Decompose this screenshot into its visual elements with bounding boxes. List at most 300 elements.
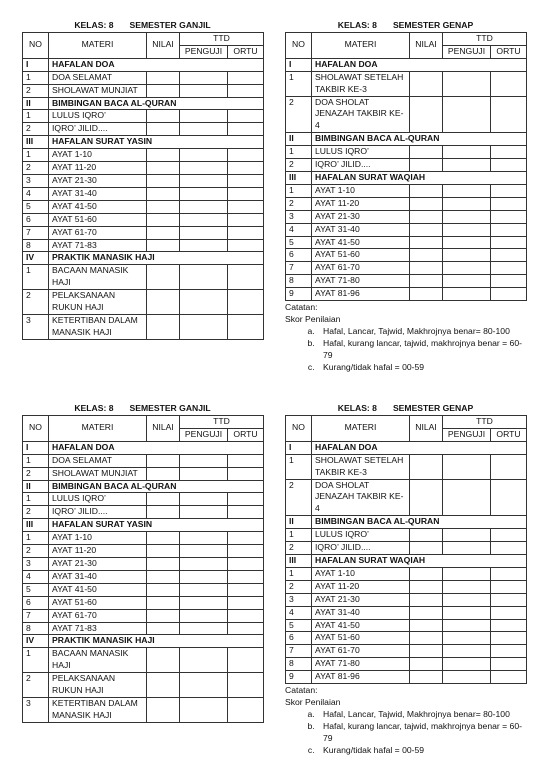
col-nilai: NILAI <box>410 33 443 59</box>
materi-cell: AYAT 71-80 <box>312 275 410 288</box>
penguji-cell[interactable] <box>180 557 228 570</box>
materi-cell: DOA SELAMAT <box>49 454 147 467</box>
table-row <box>286 619 527 632</box>
nilai-cell[interactable] <box>410 275 443 288</box>
row-number: 7 <box>23 609 49 622</box>
ortu-cell[interactable] <box>228 174 264 187</box>
penguji-cell[interactable] <box>443 210 491 223</box>
nilai-cell[interactable] <box>410 71 443 96</box>
ortu-cell[interactable] <box>228 290 264 315</box>
ortu-cell[interactable] <box>491 184 527 197</box>
penguji-cell[interactable] <box>443 567 491 580</box>
materi-cell: AYAT 11-20 <box>49 162 147 175</box>
ortu-cell[interactable] <box>228 557 264 570</box>
table-row <box>23 162 264 175</box>
nilai-cell[interactable] <box>410 146 443 159</box>
ortu-cell[interactable] <box>228 622 264 635</box>
ortu-cell[interactable] <box>228 84 264 97</box>
table-row <box>23 697 264 722</box>
ortu-cell[interactable] <box>228 467 264 480</box>
nilai-cell[interactable] <box>410 593 443 606</box>
materi-cell: AYAT 1-10 <box>49 532 147 545</box>
row-number: 8 <box>23 622 49 635</box>
ortu-cell[interactable] <box>228 673 264 698</box>
nilai-cell[interactable] <box>147 123 180 136</box>
penguji-cell[interactable] <box>180 532 228 545</box>
penguji-cell[interactable] <box>180 454 228 467</box>
penguji-cell[interactable] <box>180 174 228 187</box>
table-row <box>286 593 527 606</box>
penguji-cell[interactable] <box>443 275 491 288</box>
row-number: III <box>23 519 49 532</box>
penguji-cell[interactable] <box>180 493 228 506</box>
header-row <box>23 416 264 429</box>
table-row <box>23 467 264 480</box>
penguji-cell[interactable] <box>180 110 228 123</box>
section-row <box>23 136 264 149</box>
ortu-cell[interactable] <box>491 223 527 236</box>
ortu-cell[interactable] <box>491 606 527 619</box>
nilai-cell[interactable] <box>147 162 180 175</box>
penguji-cell[interactable] <box>180 290 228 315</box>
ganjil-card-bottom <box>22 401 263 723</box>
nilai-cell[interactable] <box>410 184 443 197</box>
nilai-cell[interactable] <box>147 314 180 339</box>
ortu-cell[interactable] <box>491 210 527 223</box>
card-title <box>285 401 526 415</box>
penguji-cell[interactable] <box>443 96 491 133</box>
nilai-cell[interactable] <box>147 673 180 698</box>
penguji-cell[interactable] <box>180 545 228 558</box>
nilai-cell[interactable] <box>147 226 180 239</box>
nilai-cell[interactable] <box>410 96 443 133</box>
penguji-cell[interactable] <box>443 184 491 197</box>
section-row <box>23 97 264 110</box>
penguji-cell[interactable] <box>180 187 228 200</box>
table-row <box>23 290 264 315</box>
nilai-cell[interactable] <box>147 110 180 123</box>
nilai-cell[interactable] <box>410 197 443 210</box>
penguji-cell[interactable] <box>180 265 228 290</box>
ortu-cell[interactable] <box>491 529 527 542</box>
penguji-cell[interactable] <box>443 479 491 516</box>
penguji-cell[interactable] <box>443 619 491 632</box>
ortu-cell[interactable] <box>491 645 527 658</box>
ortu-cell[interactable] <box>228 596 264 609</box>
penguji-cell[interactable] <box>443 262 491 275</box>
semester-label: SEMESTER GENAP <box>392 20 474 30</box>
section-row <box>286 133 527 146</box>
penguji-cell[interactable] <box>443 529 491 542</box>
table-row <box>23 314 264 339</box>
nilai-cell[interactable] <box>147 213 180 226</box>
penguji-cell[interactable] <box>180 149 228 162</box>
materi-cell: AYAT 61-70 <box>312 645 410 658</box>
row-number: 3 <box>23 314 49 339</box>
penguji-cell[interactable] <box>443 580 491 593</box>
table-row <box>23 609 264 622</box>
col-ttd: TTD <box>180 416 264 429</box>
penguji-cell[interactable] <box>443 146 491 159</box>
nilai-cell[interactable] <box>147 239 180 252</box>
materi-cell: AYAT 31-40 <box>49 570 147 583</box>
penguji-cell[interactable] <box>180 673 228 698</box>
materi-cell: AYAT 31-40 <box>312 606 410 619</box>
penguji-cell[interactable] <box>443 632 491 645</box>
penguji-cell[interactable] <box>180 200 228 213</box>
table-row <box>286 645 527 658</box>
materi-cell: LULUS IQRO’ <box>312 529 410 542</box>
table-row <box>286 529 527 542</box>
section-title: BIMBINGAN BACA AL-QURAN <box>312 133 527 146</box>
section-title: BIMBINGAN BACA AL-QURAN <box>49 97 264 110</box>
materi-cell: AYAT 51-60 <box>49 213 147 226</box>
ortu-cell[interactable] <box>228 265 264 290</box>
ortu-cell[interactable] <box>228 226 264 239</box>
ortu-cell[interactable] <box>491 593 527 606</box>
table-row <box>23 213 264 226</box>
row-number: 2 <box>23 545 49 558</box>
section-row <box>23 635 264 648</box>
penguji-cell[interactable] <box>180 583 228 596</box>
penguji-cell[interactable] <box>180 648 228 673</box>
penguji-cell[interactable] <box>180 622 228 635</box>
materi-cell: AYAT 1-10 <box>312 567 410 580</box>
penguji-cell[interactable] <box>443 658 491 671</box>
col-penguji: PENGUJI <box>180 45 228 58</box>
section-title: HAFALAN DOA <box>312 58 527 71</box>
ortu-cell[interactable] <box>228 532 264 545</box>
row-number: I <box>23 58 49 71</box>
penguji-cell[interactable] <box>443 593 491 606</box>
row-number: 2 <box>23 162 49 175</box>
section-title: HAFALAN DOA <box>49 58 264 71</box>
nilai-cell[interactable] <box>147 570 180 583</box>
ortu-cell[interactable] <box>491 454 527 479</box>
nilai-cell[interactable] <box>147 467 180 480</box>
penguji-cell[interactable] <box>180 609 228 622</box>
nilai-cell[interactable] <box>410 288 443 301</box>
table-row <box>286 159 527 172</box>
materi-cell: SHOLAWAT SETELAH TAKBIR KE-3 <box>312 454 410 479</box>
nilai-cell[interactable] <box>410 529 443 542</box>
scoring-item: a. Hafal, Lancar, Tajwid, Makhrojnya benar= 80-100 <box>317 709 526 721</box>
materi-cell: AYAT 61-70 <box>49 226 147 239</box>
ortu-cell[interactable] <box>228 187 264 200</box>
nilai-cell[interactable] <box>147 609 180 622</box>
row-number: 1 <box>286 529 312 542</box>
nilai-cell[interactable] <box>147 71 180 84</box>
penguji-cell[interactable] <box>180 314 228 339</box>
ortu-cell[interactable] <box>228 71 264 84</box>
penguji-cell[interactable] <box>180 71 228 84</box>
ortu-cell[interactable] <box>491 159 527 172</box>
penguji-cell[interactable] <box>180 123 228 136</box>
header-row <box>286 33 527 46</box>
col-ortu: ORTU <box>491 45 527 58</box>
nilai-cell[interactable] <box>147 493 180 506</box>
col-no: NO <box>23 416 49 442</box>
col-penguji: PENGUJI <box>180 428 228 441</box>
nilai-cell[interactable] <box>410 262 443 275</box>
materi-cell: SHOLAWAT MUNJIAT <box>49 467 147 480</box>
nilai-cell[interactable] <box>410 580 443 593</box>
ortu-cell[interactable] <box>491 632 527 645</box>
nilai-cell[interactable] <box>147 187 180 200</box>
nilai-cell[interactable] <box>410 542 443 555</box>
evaluation-table <box>285 415 527 684</box>
ortu-cell[interactable] <box>228 200 264 213</box>
row-number: 2 <box>286 580 312 593</box>
ortu-cell[interactable] <box>228 648 264 673</box>
nilai-cell[interactable] <box>410 210 443 223</box>
row-number: II <box>23 97 49 110</box>
ortu-cell[interactable] <box>228 609 264 622</box>
ortu-cell[interactable] <box>491 236 527 249</box>
penguji-cell[interactable] <box>443 159 491 172</box>
table-row <box>286 146 527 159</box>
materi-cell: AYAT 61-70 <box>312 262 410 275</box>
ortu-cell[interactable] <box>491 146 527 159</box>
ortu-cell[interactable] <box>228 213 264 226</box>
section-row <box>23 58 264 71</box>
materi-cell: AYAT 71-83 <box>49 622 147 635</box>
ortu-cell[interactable] <box>491 671 527 684</box>
ortu-cell[interactable] <box>228 570 264 583</box>
penguji-cell[interactable] <box>180 84 228 97</box>
nilai-cell[interactable] <box>147 265 180 290</box>
penguji-cell[interactable] <box>443 223 491 236</box>
ortu-cell[interactable] <box>228 123 264 136</box>
scoring-title: Skor Penilaian <box>285 313 341 324</box>
table-row <box>286 479 527 516</box>
row-number: 2 <box>23 290 49 315</box>
ortu-cell[interactable] <box>491 619 527 632</box>
ortu-cell[interactable] <box>228 545 264 558</box>
materi-cell: AYAT 21-30 <box>312 593 410 606</box>
evaluation-table <box>22 32 264 340</box>
row-number: 3 <box>23 557 49 570</box>
penguji-cell[interactable] <box>180 239 228 252</box>
section-title: HAFALAN SURAT WAQIAH <box>312 171 527 184</box>
penguji-cell[interactable] <box>180 226 228 239</box>
materi-cell: AYAT 11-20 <box>312 580 410 593</box>
row-number: 3 <box>286 593 312 606</box>
kelas-label: KELAS: 8 <box>337 20 377 30</box>
nilai-cell[interactable] <box>410 223 443 236</box>
scoring-item: c. Kurang/tidak hafal = 00-59 <box>317 745 526 757</box>
row-number: 4 <box>286 223 312 236</box>
section-title: HAFALAN SURAT YASIN <box>49 519 264 532</box>
scoring-item: b. Hafal, kurang lancar, tajwid, makhrojnya benar = 60-79 <box>317 338 526 362</box>
nilai-cell[interactable] <box>410 454 443 479</box>
notes-label: Catatan: <box>285 685 318 696</box>
col-ttd: TTD <box>443 416 527 429</box>
nilai-cell[interactable] <box>410 671 443 684</box>
ortu-cell[interactable] <box>491 71 527 96</box>
materi-cell: IQRO’ JILID.... <box>312 159 410 172</box>
materi-cell: AYAT 81-96 <box>312 671 410 684</box>
materi-cell: LULUS IQRO’ <box>312 146 410 159</box>
nilai-cell[interactable] <box>147 149 180 162</box>
kelas-label: KELAS: 8 <box>74 20 114 30</box>
ortu-cell[interactable] <box>491 275 527 288</box>
penguji-cell[interactable] <box>443 645 491 658</box>
row-number: 2 <box>23 123 49 136</box>
row-number: 1 <box>23 648 49 673</box>
table-row <box>23 226 264 239</box>
row-number: 2 <box>286 197 312 210</box>
ortu-cell[interactable] <box>228 697 264 722</box>
penguji-cell[interactable] <box>443 197 491 210</box>
ortu-cell[interactable] <box>228 162 264 175</box>
ortu-cell[interactable] <box>491 96 527 133</box>
materi-cell: PELAKSANAAN RUKUN HAJI <box>49 673 147 698</box>
row-number: 3 <box>23 174 49 187</box>
nilai-cell[interactable] <box>147 557 180 570</box>
ortu-cell[interactable] <box>491 249 527 262</box>
materi-cell: IQRO’ JILID.... <box>49 506 147 519</box>
nilai-cell[interactable] <box>147 84 180 97</box>
penguji-cell[interactable] <box>180 570 228 583</box>
row-number: 7 <box>23 226 49 239</box>
penguji-cell[interactable] <box>180 213 228 226</box>
row-number: 7 <box>286 645 312 658</box>
materi-cell: AYAT 21-30 <box>49 174 147 187</box>
ortu-cell[interactable] <box>228 454 264 467</box>
ortu-cell[interactable] <box>228 149 264 162</box>
ortu-cell[interactable] <box>228 314 264 339</box>
col-nilai: NILAI <box>147 33 180 59</box>
section-row <box>286 554 527 567</box>
materi-cell: AYAT 41-50 <box>49 583 147 596</box>
scoring-item: a. Hafal, Lancar, Tajwid, Makhrojnya benar= 80-100 <box>317 326 526 338</box>
row-number: III <box>286 171 312 184</box>
col-materi: MATERI <box>312 416 410 442</box>
nilai-cell[interactable] <box>410 567 443 580</box>
col-ttd: TTD <box>443 33 527 46</box>
col-no: NO <box>286 416 312 442</box>
penguji-cell[interactable] <box>443 249 491 262</box>
nilai-cell[interactable] <box>410 606 443 619</box>
row-number: IV <box>23 635 49 648</box>
nilai-cell[interactable] <box>147 583 180 596</box>
nilai-cell[interactable] <box>147 506 180 519</box>
row-number: 6 <box>23 213 49 226</box>
penguji-cell[interactable] <box>180 467 228 480</box>
penguji-cell[interactable] <box>443 454 491 479</box>
nilai-cell[interactable] <box>147 648 180 673</box>
ortu-cell[interactable] <box>491 479 527 516</box>
section-row <box>286 171 527 184</box>
section-title: HAFALAN DOA <box>49 441 264 454</box>
nilai-cell[interactable] <box>410 658 443 671</box>
nilai-cell[interactable] <box>147 545 180 558</box>
nilai-cell[interactable] <box>410 249 443 262</box>
penguji-cell[interactable] <box>180 162 228 175</box>
row-number: 1 <box>286 71 312 96</box>
ortu-cell[interactable] <box>228 583 264 596</box>
penguji-cell[interactable] <box>443 71 491 96</box>
ortu-cell[interactable] <box>491 580 527 593</box>
nilai-cell[interactable] <box>147 174 180 187</box>
card-title <box>285 18 526 32</box>
penguji-cell[interactable] <box>180 506 228 519</box>
ortu-cell[interactable] <box>491 197 527 210</box>
nilai-cell[interactable] <box>147 290 180 315</box>
materi-cell: AYAT 41-50 <box>312 236 410 249</box>
table-row <box>23 493 264 506</box>
row-number: 1 <box>23 532 49 545</box>
nilai-cell[interactable] <box>410 645 443 658</box>
materi-cell: AYAT 1-10 <box>49 149 147 162</box>
kelas-label: KELAS: 8 <box>74 403 114 413</box>
nilai-cell[interactable] <box>410 236 443 249</box>
ganjil-card-top <box>22 18 263 340</box>
table-row <box>286 262 527 275</box>
scoring-title: Skor Penilaian <box>285 696 341 707</box>
materi-cell: DOA SHOLAT JENAZAH TAKBIR KE-4 <box>312 96 410 133</box>
penguji-cell[interactable] <box>443 542 491 555</box>
row-number: 1 <box>23 149 49 162</box>
materi-cell: AYAT 21-30 <box>49 557 147 570</box>
nilai-cell[interactable] <box>147 596 180 609</box>
ortu-cell[interactable] <box>491 542 527 555</box>
ortu-cell[interactable] <box>228 110 264 123</box>
materi-cell: KETERTIBAN DALAM MANASIK HAJI <box>49 314 147 339</box>
penguji-cell[interactable] <box>443 606 491 619</box>
nilai-cell[interactable] <box>147 200 180 213</box>
table-row <box>286 454 527 479</box>
penguji-cell[interactable] <box>443 671 491 684</box>
nilai-cell[interactable] <box>147 532 180 545</box>
row-number: II <box>286 133 312 146</box>
ortu-cell[interactable] <box>491 288 527 301</box>
nilai-cell[interactable] <box>147 454 180 467</box>
penguji-cell[interactable] <box>443 236 491 249</box>
penguji-cell[interactable] <box>443 288 491 301</box>
nilai-cell[interactable] <box>147 622 180 635</box>
nilai-cell[interactable] <box>147 697 180 722</box>
materi-cell: AYAT 51-60 <box>312 249 410 262</box>
row-number: 9 <box>286 671 312 684</box>
col-ortu: ORTU <box>491 428 527 441</box>
ortu-cell[interactable] <box>491 567 527 580</box>
ortu-cell[interactable] <box>228 493 264 506</box>
nilai-cell[interactable] <box>410 632 443 645</box>
scoring-item: c. Kurang/tidak hafal = 00-59 <box>317 362 526 374</box>
table-row <box>286 606 527 619</box>
table-row <box>23 110 264 123</box>
materi-cell: AYAT 11-20 <box>312 197 410 210</box>
ortu-cell[interactable] <box>491 262 527 275</box>
nilai-cell[interactable] <box>410 619 443 632</box>
row-number: 8 <box>286 658 312 671</box>
col-materi: MATERI <box>49 416 147 442</box>
table-row <box>23 506 264 519</box>
ortu-cell[interactable] <box>228 506 264 519</box>
ortu-cell[interactable] <box>228 239 264 252</box>
materi-cell: SHOLAWAT MUNJIAT <box>49 84 147 97</box>
materi-cell: AYAT 51-60 <box>49 596 147 609</box>
materi-cell: AYAT 31-40 <box>312 223 410 236</box>
nilai-cell[interactable] <box>410 479 443 516</box>
row-number: 2 <box>286 479 312 516</box>
ortu-cell[interactable] <box>491 658 527 671</box>
nilai-cell[interactable] <box>410 159 443 172</box>
penguji-cell[interactable] <box>180 596 228 609</box>
penguji-cell[interactable] <box>180 697 228 722</box>
